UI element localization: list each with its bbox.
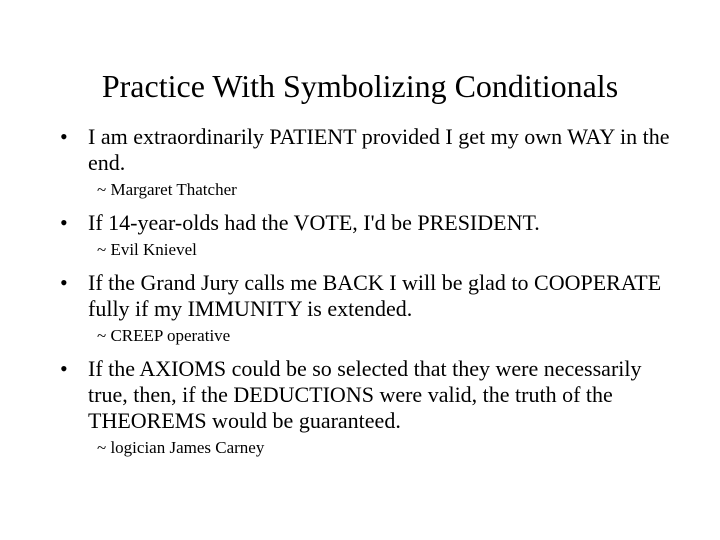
list-item	[60, 270, 680, 346]
bullet-list	[60, 124, 680, 458]
quote-attribution: ~ Margaret Thatcher	[97, 180, 237, 199]
quote-text: If 14-year-olds had the VOTE, I'd be PRESIDENT.	[88, 210, 540, 235]
list-item	[60, 124, 680, 200]
quote-text: I am extraordinarily PATIENT provided I get my own WAY in the end.	[88, 124, 670, 175]
quote-attribution: ~ logician James Carney	[97, 438, 265, 457]
bullet-icon: •	[60, 356, 68, 381]
quote-attribution: ~ CREEP operative	[97, 326, 231, 345]
slide-title: Practice With Symbolizing Conditionals	[101, 68, 619, 104]
quote-text: If the Grand Jury calls me BACK I will be glad to COOPERATE fully if my IMMUNITY is extended.	[88, 270, 662, 321]
list-item	[60, 356, 680, 458]
bullet-icon: •	[60, 270, 68, 295]
list-item	[60, 210, 680, 260]
quote-attribution: ~ Evil Knievel	[97, 240, 197, 259]
bullet-icon: •	[60, 210, 68, 235]
quote-text: If the AXIOMS could be so selected that they were necessarily true, then, if the DEDUCTIONS were valid, the truth of the THEOREMS would be guaranteed.	[88, 356, 642, 433]
bullet-icon: •	[60, 124, 68, 149]
